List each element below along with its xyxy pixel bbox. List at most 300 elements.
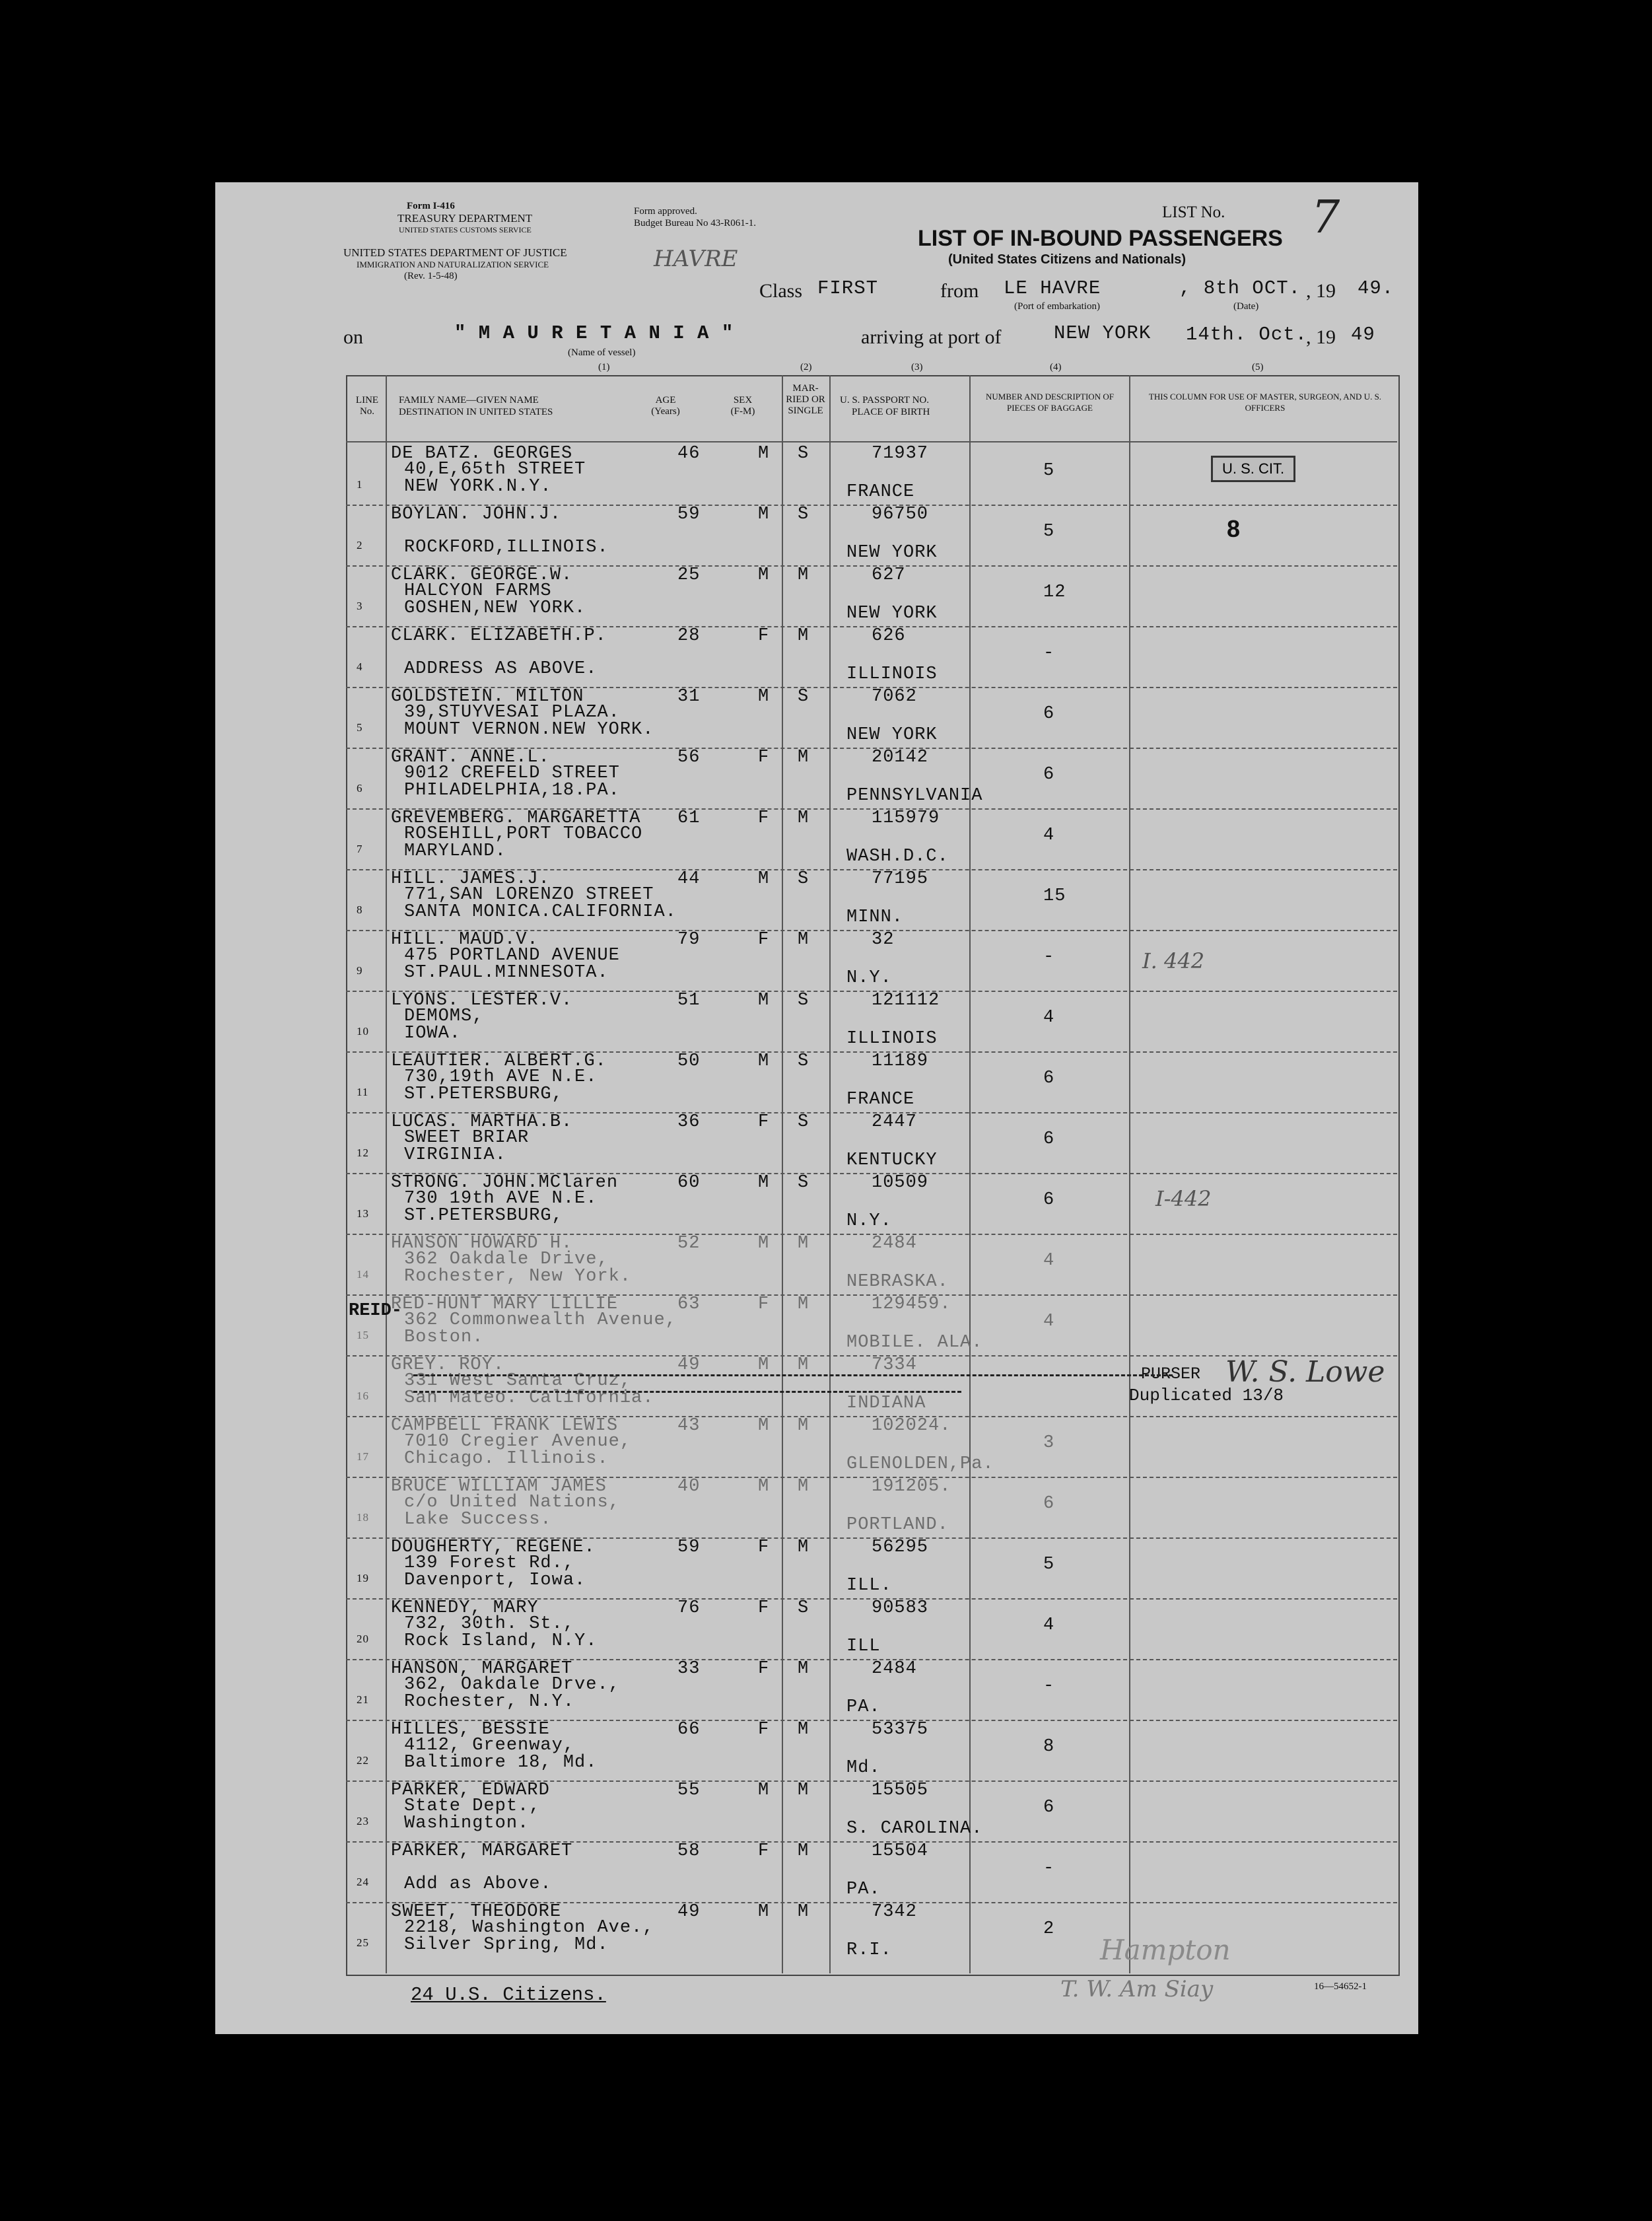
line-number: 15 (357, 1329, 369, 1341)
passenger-name: PARKER, EDWARD (391, 1780, 550, 1800)
place-of-birth: FRANCE (846, 1090, 915, 1110)
address-line2: ADDRESS AS ABOVE. (404, 659, 598, 679)
col-header-officers: THIS COLUMN FOR USE OF MASTER, SURGEON, AND U. S. OFFICERS (1148, 392, 1382, 413)
place-of-birth: GLENOLDEN,Pa. (846, 1454, 994, 1474)
line-number: 4 (357, 660, 363, 673)
address-line2: San Mateo. California. (404, 1388, 654, 1408)
age: 76 (677, 1598, 701, 1618)
line-number: 16 (357, 1390, 369, 1402)
table-row (215, 866, 1418, 927)
table-row (215, 745, 1418, 806)
sex: M (758, 444, 770, 464)
col-header-sex: SEX (F-M) (730, 395, 755, 417)
passenger-name: HILL. MAUD.V. (391, 930, 539, 950)
budget-bureau: Budget Bureau No 43-R061-1. (634, 218, 756, 229)
age: 52 (677, 1234, 701, 1253)
passenger-name: PARKER, MARGARET (391, 1841, 573, 1861)
passenger-name: STRONG. JOHN.MClaren (391, 1173, 619, 1193)
passenger-name: GREVEMBERG. MARGARETTA (391, 808, 641, 828)
arrival-year-prefix: , 19 (1306, 326, 1336, 348)
address-line2: Davenport, Iowa. (404, 1570, 586, 1590)
line-number: 22 (357, 1754, 369, 1767)
table-row (215, 927, 1418, 988)
duplicated-note: Duplicated 13/8 (1129, 1386, 1284, 1405)
baggage-count: - (1043, 1676, 1055, 1696)
line-number: 19 (357, 1572, 369, 1584)
baggage-count: 4 (1043, 1615, 1055, 1635)
line-number: 18 (357, 1511, 369, 1524)
passenger-name: HILL. JAMES.J. (391, 869, 550, 889)
address-line2: ST.PAUL.MINNESOTA. (404, 963, 609, 983)
line-number: 7 (357, 843, 363, 855)
sex: M (758, 991, 770, 1010)
place-of-birth: PENNSYLVANIA (846, 786, 983, 806)
address-line1: 7010 Cregier Avenue, (404, 1432, 632, 1452)
address-line1: 730,19th AVE N.E. (404, 1067, 598, 1087)
address-line2: ST.PETERSBURG, (404, 1206, 563, 1226)
col-header-name: FAMILY NAME—GIVEN NAME (399, 395, 539, 405)
address-line1: 331 West Santa Cruz, (404, 1371, 632, 1391)
age: 66 (677, 1720, 701, 1740)
sex: F (758, 626, 770, 646)
year-prefix: , 19 (1306, 280, 1336, 302)
passenger-name: KENNEDY, MARY (391, 1598, 539, 1618)
marital-status: S (798, 1598, 809, 1618)
marital-status: M (798, 1294, 809, 1314)
vessel-caption: (Name of vessel) (568, 347, 636, 358)
marital-status: S (798, 869, 809, 889)
sex: M (758, 687, 770, 707)
place-of-birth: ILL. (846, 1576, 892, 1596)
address-line2: Lake Success. (404, 1510, 552, 1530)
address-line2: Rochester, New York. (404, 1267, 632, 1287)
sex: F (758, 808, 770, 828)
address-line2: Rock Island, N.Y. (404, 1631, 598, 1651)
list-no-label: LIST No. (1162, 203, 1225, 221)
form-approved: Form approved. (634, 206, 697, 217)
col-header-line: LINE No. (355, 395, 379, 417)
passport-no: 115979 (872, 808, 940, 828)
col-header-birth: PLACE OF BIRTH (852, 407, 930, 417)
col2-caption: (2) (800, 362, 812, 372)
ins-service: IMMIGRATION AND NATURALIZATION SERVICE (357, 260, 549, 269)
address-line2: ST.PETERSBURG, (404, 1084, 563, 1104)
page-subtitle: (United States Citizens and Nationals) (948, 252, 1187, 267)
marital-status: S (798, 444, 809, 464)
age: 40 (677, 1477, 701, 1497)
total-citizens: 24 U.S. Citizens. (411, 1984, 606, 2006)
customs-service: UNITED STATES CUSTOMS SERVICE (399, 225, 532, 234)
sex: F (758, 1537, 770, 1557)
sex: F (758, 1720, 770, 1740)
marital-status: M (798, 1902, 809, 1922)
passenger-name: DE BATZ. GEORGES (391, 444, 573, 464)
marital-status: M (798, 1234, 809, 1253)
address-line1: 39,STUYVESAI PLAZA. (404, 703, 620, 723)
address-line1: HALCYON FARMS (404, 581, 552, 601)
table-row (215, 1049, 1418, 1110)
line-number: 8 (357, 903, 363, 916)
passenger-name: BRUCE WILLIAM JAMES (391, 1477, 607, 1497)
place-of-birth: KENTUCKY (846, 1150, 938, 1170)
address-line1: 4112, Greenway, (404, 1736, 575, 1755)
passenger-name: GRANT. ANNE.L. (391, 748, 550, 767)
place-of-birth: NEW YORK (846, 725, 938, 745)
marital-status: M (798, 626, 809, 646)
col-header-baggage: NUMBER AND DESCRIPTION OF PIECES OF BAGGAGE (986, 392, 1114, 413)
marital-status: M (798, 1720, 809, 1740)
port-of-embarkation: LE HAVRE (1004, 277, 1101, 299)
line-number: 14 (357, 1268, 369, 1281)
marital-status: M (798, 1841, 809, 1861)
passenger-name: HILLES, BESSIE (391, 1720, 550, 1740)
passport-no: 11189 (872, 1051, 929, 1071)
baggage-count: 4 (1043, 1251, 1055, 1271)
passport-no: 15505 (872, 1780, 929, 1800)
line-number: 6 (357, 782, 363, 794)
col-header-dest: DESTINATION IN UNITED STATES (399, 407, 553, 417)
marital-status: M (798, 808, 809, 828)
address-line2: NEW YORK.N.Y. (404, 477, 552, 497)
passport-no: 626 (872, 626, 906, 646)
address-line1: 362, Oakdale Drve., (404, 1675, 620, 1695)
age: 49 (677, 1355, 701, 1375)
col4-caption: (4) (1050, 362, 1062, 372)
passenger-name: HANSON, MARGARET (391, 1659, 573, 1679)
marital-status: S (798, 687, 809, 707)
passport-no: 56295 (872, 1537, 929, 1557)
passenger-name: LYONS. LESTER.V. (391, 991, 573, 1010)
place-of-birth: PA. (846, 1697, 881, 1717)
place-of-birth: N.Y. (846, 968, 892, 988)
line-number: 1 (357, 478, 363, 491)
sex: M (758, 565, 770, 585)
baggage-count: 5 (1043, 461, 1055, 481)
table-row (215, 1170, 1418, 1231)
embarkation-date: , 8th OCT. (1179, 277, 1301, 299)
passport-no: 10509 (872, 1173, 929, 1193)
treasury-dept: TREASURY DEPARTMENT (397, 212, 533, 225)
address-line1: 362 Oakdale Drive, (404, 1250, 609, 1269)
place-of-birth: MOBILE. ALA. (846, 1333, 983, 1353)
line-number: 11 (357, 1086, 369, 1098)
table-row (215, 806, 1418, 866)
margin-note-havre: HAVRE (654, 246, 738, 272)
line-number: 17 (357, 1450, 369, 1463)
class-label: Class (759, 280, 803, 302)
arrival-port: NEW YORK (1054, 322, 1152, 344)
baggage-count: 4 (1043, 826, 1055, 845)
baggage-count: 6 (1043, 1069, 1055, 1088)
table-row (215, 623, 1418, 684)
marital-status: S (798, 1173, 809, 1193)
line-number: 13 (357, 1207, 369, 1220)
passport-no: 7334 (872, 1355, 917, 1375)
baggage-count: - (1043, 1858, 1055, 1878)
line16-strike (413, 1374, 1173, 1376)
marital-status: S (798, 1051, 809, 1071)
passenger-name: LEAUTIER. ALBERT.G. (391, 1051, 607, 1071)
place-of-birth: ILLINOIS (846, 664, 938, 684)
place-of-birth: INDIANA (846, 1393, 926, 1413)
list-no-value: 7 (1311, 192, 1340, 244)
passenger-name: HANSON HOWARD H. (391, 1234, 573, 1253)
place-of-birth: NEW YORK (846, 604, 938, 623)
passport-no: 20142 (872, 748, 929, 767)
passport-no: 7342 (872, 1902, 917, 1922)
sex: F (758, 1294, 770, 1314)
table-row (215, 1535, 1418, 1596)
table-row (215, 1839, 1418, 1899)
baggage-count: 4 (1043, 1312, 1055, 1331)
passport-no: 2484 (872, 1234, 917, 1253)
line-number: 12 (357, 1146, 369, 1159)
address-line2: Silver Spring, Md. (404, 1935, 609, 1955)
address-line2: Boston. (404, 1327, 484, 1347)
address-line1: c/o United Nations, (404, 1493, 620, 1512)
justice-dept: UNITED STATES DEPARTMENT OF JUSTICE (343, 246, 567, 259)
age: 31 (677, 687, 701, 707)
purser-note: PURSER (1141, 1364, 1201, 1384)
sex: F (758, 748, 770, 767)
marital-status: M (798, 1780, 809, 1800)
address-line1: 139 Forest Rd., (404, 1553, 575, 1573)
marital-status: M (798, 1537, 809, 1557)
age: 56 (677, 748, 701, 767)
baggage-count: 15 (1043, 886, 1066, 906)
age: 60 (677, 1173, 701, 1193)
baggage-count: 6 (1043, 1129, 1055, 1149)
place-of-birth: S. CAROLINA. (846, 1819, 983, 1839)
place-of-birth: MINN. (846, 907, 904, 927)
address-line2: ROCKFORD,ILLINOIS. (404, 538, 609, 557)
address-line1: 9012 CREFELD STREET (404, 763, 620, 783)
on-label: on (343, 326, 363, 348)
baggage-count: 3 (1043, 1433, 1055, 1453)
address-line1: 732, 30th. St., (404, 1614, 575, 1634)
passport-no: 2447 (872, 1112, 917, 1132)
marital-status: M (798, 1355, 809, 1375)
baggage-count: 6 (1043, 1494, 1055, 1514)
sex: F (758, 1598, 770, 1618)
arrival-date: 14th. Oct. (1186, 324, 1308, 345)
passport-no: 15504 (872, 1841, 929, 1861)
baggage-count: 6 (1043, 1190, 1055, 1210)
address-line1: 771,SAN LORENZO STREET (404, 885, 654, 905)
table-row (215, 1717, 1418, 1778)
passport-no: 96750 (872, 505, 929, 524)
marital-status: S (798, 1112, 809, 1132)
age: 51 (677, 991, 701, 1010)
baggage-count: 6 (1043, 704, 1055, 724)
line-number: 24 (357, 1876, 369, 1888)
baggage-count: 12 (1043, 582, 1066, 602)
age: 44 (677, 869, 701, 889)
table-row (215, 684, 1418, 745)
table-row (215, 1413, 1418, 1474)
age: 49 (677, 1902, 701, 1922)
passenger-name: BOYLAN. JOHN.J. (391, 505, 562, 524)
passport-no: 71937 (872, 444, 929, 464)
passenger-name: GOLDSTEIN. MILTON (391, 687, 584, 707)
address-line2: Baltimore 18, Md. (404, 1753, 598, 1773)
date-caption: (Date) (1233, 301, 1259, 312)
address-line1: State Dept., (404, 1796, 541, 1816)
address-line2: GOSHEN,NEW YORK. (404, 598, 586, 618)
line-number: 21 (357, 1693, 369, 1706)
baggage-count: 6 (1043, 1798, 1055, 1817)
sex: M (758, 1477, 770, 1497)
address-line2: Chicago. Illinois. (404, 1449, 609, 1469)
passenger-name: SWEET, THEODORE (391, 1902, 562, 1922)
table-row (215, 988, 1418, 1049)
address-line2: SANTA MONICA.CALIFORNIA. (404, 902, 677, 922)
sex: M (758, 1902, 770, 1922)
class-value: FIRST (817, 277, 879, 299)
address-line1: SWEET BRIAR (404, 1128, 530, 1148)
marital-status: S (798, 991, 809, 1010)
table-row (215, 1110, 1418, 1170)
passport-no: 2484 (872, 1659, 917, 1679)
sex: M (758, 1780, 770, 1800)
baggage-count: 8 (1043, 1737, 1055, 1757)
age: 63 (677, 1294, 701, 1314)
baggage-count: 2 (1043, 1919, 1055, 1939)
table-row (215, 563, 1418, 623)
col5-caption: (5) (1252, 362, 1264, 372)
passport-no: 7062 (872, 687, 917, 707)
passenger-list-sheet (215, 182, 1418, 2034)
passenger-name: CLARK. ELIZABETH.P. (391, 626, 607, 646)
table-row (215, 1656, 1418, 1717)
place-of-birth: WASH.D.C. (846, 847, 949, 866)
sex: F (758, 1112, 770, 1132)
age: 50 (677, 1051, 701, 1071)
age: 25 (677, 565, 701, 585)
passport-no: 32 (872, 930, 895, 950)
sex: F (758, 1841, 770, 1861)
address-line1: 475 PORTLAND AVENUE (404, 946, 620, 966)
line-number: 9 (357, 964, 363, 977)
passenger-name: LUCAS. MARTHA.B. (391, 1112, 573, 1132)
address-line2: VIRGINIA. (404, 1145, 506, 1165)
stamp-mark: 8 (1227, 515, 1241, 542)
line-number: 23 (357, 1815, 369, 1827)
col3-caption: (3) (911, 362, 923, 372)
address-line1: 40,E,65th STREET (404, 460, 586, 479)
passenger-name: DOUGHERTY, REGENE. (391, 1537, 596, 1557)
arriving-label: arriving at port of (861, 326, 1002, 348)
age: 36 (677, 1112, 701, 1132)
line-number: 20 (357, 1633, 369, 1645)
place-of-birth: NEBRASKA. (846, 1272, 949, 1292)
baggage-count: - (1043, 947, 1055, 967)
age: 33 (677, 1659, 701, 1679)
passport-no: 90583 (872, 1598, 929, 1618)
line-number: 25 (357, 1936, 369, 1949)
col-header-age: AGE (Years) (651, 395, 680, 417)
marital-status: M (798, 748, 809, 767)
sex: M (758, 1355, 770, 1375)
official-signature: Hampton (1100, 1934, 1231, 1966)
from-label: from (940, 280, 979, 302)
baggage-count: - (1043, 643, 1055, 663)
table-row (215, 1778, 1418, 1839)
place-of-birth: R.I. (846, 1940, 892, 1960)
sex: F (758, 930, 770, 950)
age: 28 (677, 626, 701, 646)
place-of-birth: ILLINOIS (846, 1029, 938, 1049)
line-number: 2 (357, 539, 363, 551)
passenger-name: CLARK. GEORGE.W. (391, 565, 573, 585)
arrival-year: 49 (1351, 324, 1375, 345)
i442-note-row9: I. 442 (1142, 948, 1205, 973)
baggage-count: 5 (1043, 1555, 1055, 1574)
address-line2: PHILADELPHIA,18.PA. (404, 781, 620, 800)
address-line1: 730 19th AVE N.E. (404, 1189, 598, 1209)
marital-status: M (798, 1416, 809, 1436)
place-of-birth: Md. (846, 1758, 881, 1778)
sex: M (758, 505, 770, 524)
passport-no: 627 (872, 565, 906, 585)
age: 79 (677, 930, 701, 950)
address-line1: DEMOMS, (404, 1006, 484, 1026)
passport-no: 77195 (872, 869, 929, 889)
place-of-birth: PA. (846, 1880, 881, 1899)
address-line2: Rochester, N.Y. (404, 1692, 575, 1712)
baggage-count: 4 (1043, 1008, 1055, 1028)
line-number: 5 (357, 721, 363, 734)
line-number: 10 (357, 1025, 369, 1038)
form-number: Form I-416 (407, 201, 455, 211)
age: 59 (677, 1537, 701, 1557)
table-row (215, 1596, 1418, 1656)
table-row (215, 1474, 1418, 1535)
sex: M (758, 1051, 770, 1071)
sex: M (758, 869, 770, 889)
marital-status: M (798, 565, 809, 585)
address-line2: MARYLAND. (404, 841, 506, 861)
address-line2: Add as Above. (404, 1874, 552, 1894)
marital-status: M (798, 1477, 809, 1497)
vessel-name: " M A U R E T A N I A " (454, 322, 734, 344)
col-header-passport: U. S. PASSPORT NO. (840, 395, 929, 405)
place-of-birth: FRANCE (846, 482, 915, 502)
footer-signature: T. W. Am Siay (1060, 1976, 1214, 2002)
port-caption: (Port of embarkation) (1014, 301, 1100, 312)
marital-status: M (798, 1659, 809, 1679)
col-header-married: MAR- RIED OR SINGLE (786, 383, 825, 416)
passport-no: 129459. (872, 1294, 951, 1314)
baggage-count: 5 (1043, 522, 1055, 542)
purser-signature: W. S. Lowe (1225, 1355, 1385, 1389)
place-of-birth: NEW YORK (846, 543, 938, 563)
passenger-name: RED-HUNT MARY LILLIE (391, 1294, 619, 1314)
page-title: LIST OF IN-BOUND PASSENGERS (918, 226, 1283, 251)
col1-caption: (1) (598, 362, 610, 372)
age: 58 (677, 1841, 701, 1861)
age: 59 (677, 505, 701, 524)
table-row (215, 1231, 1418, 1292)
address-line2: MOUNT VERNON.NEW YORK. (404, 720, 654, 740)
line-number: 3 (357, 600, 363, 612)
age: 61 (677, 808, 701, 828)
age: 55 (677, 1780, 701, 1800)
table-row (215, 1899, 1418, 1960)
marital-status: S (798, 505, 809, 524)
passport-no: 191205. (872, 1477, 951, 1497)
place-of-birth: ILL (846, 1637, 881, 1656)
